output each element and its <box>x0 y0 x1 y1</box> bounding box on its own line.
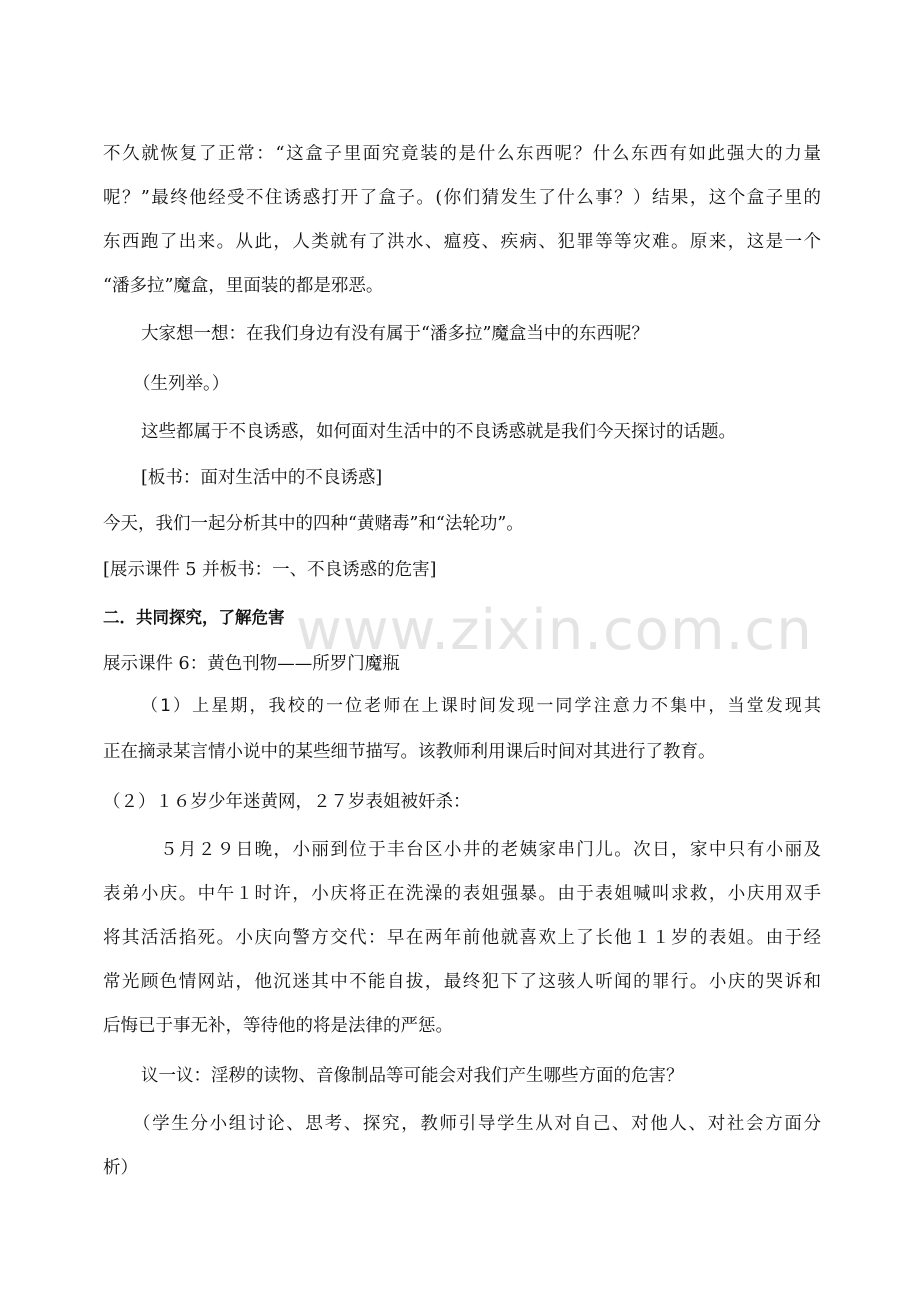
paragraph-line: 大家想一想：在我们身边有没有属于“潘多拉”魔盒当中的东西呢？ <box>141 324 649 344</box>
paragraph-line: （学生分小组讨论、思考、探究，教师引导学生从对自己、对他人、对社会方面分 <box>133 1114 821 1134</box>
paragraph-line: 不久就恢复了正常：“这盒子里面究竟装的是什么东西呢？什么东西有如此强大的力量 <box>103 144 821 164</box>
paragraph-line: 议一议：淫秽的读物、音像制品等可能会对我们产生哪些方面的危害？ <box>141 1066 684 1086</box>
section-heading: 二．共同探究，了解危害 <box>103 608 285 627</box>
paragraph-line: 正在摘录某言情小说中的某些细节描写。该教师利用课后时间对其进行了教育。 <box>103 742 716 762</box>
paragraph-line: 将其活活掐死。小庆向警方交代：早在两年前他就喜欢上了长他１１岁的表姐。由于经 <box>103 928 821 948</box>
paragraph-line: 东西跑了出来。从此，人类就有了洪水、瘟疫、疾病、犯罪等等灾难。原来，这是一个 <box>103 232 821 252</box>
paragraph-line: ５月２９日晚，小丽到位于丰台区小井的老姨家串门儿。次日，家中只有小丽及 <box>160 840 821 860</box>
paragraph-line: 今天，我们一起分析其中的四种“黄赌毒”和“法轮功”。 <box>103 514 524 534</box>
paragraph-line: [板书：面对生活中的不良诱惑] <box>141 468 383 488</box>
paragraph-line: 析） <box>103 1158 138 1178</box>
paragraph-line: （生列举。） <box>133 374 230 394</box>
watermark-text: www.zixin.com.cn <box>296 598 813 663</box>
paragraph-line: 表弟小庆。中午１时许，小庆将正在洗澡的表姐强暴。由于表姐喊叫求救，小庆用双手 <box>103 884 821 904</box>
paragraph-line: [展示课件 5 并板书：一、不良诱惑的危害] <box>103 560 437 580</box>
paragraph-line: （1）上星期，我校的一位老师在上课时间发现一同学注意力不集中，当堂发现其 <box>141 696 821 716</box>
paragraph-line: “潘多拉”魔盒，里面装的都是邪恶。 <box>103 276 384 296</box>
paragraph-line: 这些都属于不良诱惑，如何面对生活中的不良诱惑就是我们今天探讨的话题。 <box>141 422 736 442</box>
paragraph-line: 展示课件 6：黄色刊物——所罗门魔瓶 <box>103 654 400 674</box>
paragraph-line: （２）１６岁少年迷黄网，２７岁表姐被奸杀： <box>103 792 471 812</box>
paragraph-line: 后悔已于事无补，等待他的将是法律的严惩。 <box>103 1016 453 1036</box>
paragraph-line: 常光顾色情网站，他沉迷其中不能自拔，最终犯下了这骇人听闻的罪行。小庆的哭诉和 <box>103 972 821 992</box>
paragraph-line: 呢？”最终他经受不住诱惑打开了盒子。(你们猜发生了什么事？）结果，这个盒子里的 <box>103 188 821 208</box>
